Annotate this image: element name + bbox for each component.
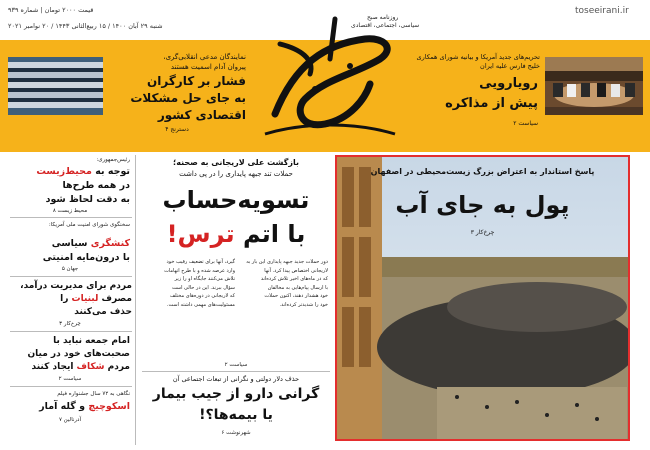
date-line: شنبه ۲۹ آبان ۱۴۰۰ / ۱۵ ربیع‌الثانی ۱۴۴۳ / ۲۰ نوامبر ۲۰۲۱ [8, 22, 163, 30]
price-issue: قیمت ۲۰۰۰ تومان | شماره ۹۳۹ [8, 6, 94, 14]
masthead-left-headline-3[interactable]: اقتصادی کشور [157, 108, 246, 122]
body-right-line: که در ماه‌های اخیر تلاش کرده‌اند [260, 276, 328, 282]
story-4-line-3-red: شکاف [76, 362, 105, 372]
masthead-left-headline-1[interactable]: فشار بر کارگران [147, 74, 246, 88]
story-3-line-2-red: لبنیات [71, 294, 99, 304]
masthead-right-headline-2[interactable]: پیش از مذاکره [445, 96, 538, 111]
story-3-line-2-post: را [60, 294, 72, 304]
story-2-section: جهان ۵ [61, 266, 79, 272]
main-story-section: چرخ‌کار ۳ [470, 229, 495, 236]
body-left-line: وارد عرصه شده و با طرح اتهامات [164, 267, 235, 274]
masthead-right-headline-1[interactable]: رویارویی [479, 76, 538, 91]
story-1-line-2: در همه طرح‌ها [62, 180, 130, 191]
story-5-section: آدرنالین ۷ [58, 417, 82, 423]
story-2-kicker: سخنگوی شورای امنیت ملی آمریکا: [48, 222, 130, 228]
center-bottom-kicker: حذف دلار دولتی و نگرانی از تبعات اجتماعی آن [172, 375, 300, 383]
logo-sub: سیاسی، اجتماعی، اقتصادی [351, 22, 420, 29]
main-story[interactable] [335, 155, 630, 441]
center-top-kicker-1: بازگشت علی لاریجانی به صحنه؛ [173, 158, 299, 167]
center-bottom-headline-2[interactable]: یا بیمه‌ها؟! [199, 407, 273, 423]
center-bottom-headline-1[interactable]: گرانی دارو از جیب بیمار [152, 386, 320, 402]
center-top-body-right [240, 258, 328, 309]
body-right-line: دور حملات جدید جبهه پایداری این بار به [246, 259, 328, 265]
story-4-section: سیاست ۲ [58, 376, 82, 382]
story-5-line-1 [10, 401, 130, 412]
center-top-headline-2[interactable] [142, 220, 330, 248]
center-top-headline-1[interactable]: تسویه‌حساب [162, 186, 310, 214]
story-2-line-1-post: سیاسی [51, 238, 91, 249]
story-1-line-3: به دقت لحاظ شود [45, 194, 130, 205]
body-left-line: که لاریجانی در دوره‌های مختلف [169, 293, 235, 299]
logo-name [275, 64, 385, 114]
story-3-line-3: حذف می‌کنند [74, 307, 132, 317]
left-divider-3 [10, 331, 132, 332]
masthead-left-section: دسترنج ۴ [165, 126, 189, 133]
masthead-left-kicker-2: پیروان آدام اسمیت هستند [170, 63, 246, 71]
main-story-headline[interactable]: پول به جای آب [395, 191, 570, 219]
body-left-line: گیرد، آنها برای تضعیف رقیب خود [166, 259, 235, 265]
story-2-line-1-red: کنشگری [90, 238, 130, 249]
main-story-kicker: پاسخ استاندار به اعتراض بزرگ زیست‌محیطی در اصفهان [370, 167, 595, 176]
center-top-headline-2-red: ترس! [166, 220, 235, 248]
parliament-photo [8, 57, 103, 115]
story-4-line-2: صحبت‌های خود در میان [27, 349, 130, 359]
center-top-section: سیاست ۲ [224, 362, 248, 368]
center-divider [142, 371, 330, 372]
masthead-left-headline-2[interactable]: به جای حل مشکلات [130, 91, 246, 105]
story-1-section: محیط زیست ۸ [52, 208, 88, 214]
body-left-line: مسئولیت‌های مهمی داشته است. [166, 301, 235, 308]
left-divider-2 [10, 276, 132, 277]
body-right-line: خود را شدیدتر کرده‌اند. [279, 301, 328, 308]
body-left-line: تلاش می‌کنند جایگاه او را زیر [174, 276, 235, 282]
center-top-body-left [145, 258, 235, 309]
story-5-line-1-red: اسکوچیچ [88, 401, 130, 412]
story-1-line-1-pre: توجه به [91, 166, 130, 177]
site-url[interactable]: toseeirani.ir [575, 6, 629, 16]
story-1-line-1 [10, 166, 130, 177]
story-2-line-2: با درون‌مایه امنیتی [42, 252, 130, 263]
story-4-line-3-pre: مردم [104, 362, 130, 372]
logo-tagline: روزنامه صبح [367, 14, 399, 21]
masthead-right-kicker: تحریم‌های جدید آمریکا و بیانیه شورای همکاری خلیج فارس علیه ایران [416, 53, 540, 70]
center-bottom-section: شهرنوشت ۶ [221, 430, 251, 436]
center-top-headline-2-pre: با اتم [234, 220, 306, 248]
story-1-kicker: رئیس‌جمهوری: [96, 157, 130, 163]
story-4-line-3 [10, 362, 130, 372]
story-3-line-2-pre: مصرف [98, 294, 132, 304]
story-3-section: چرخ‌کار ۳ [59, 321, 81, 327]
left-divider-4 [10, 386, 132, 387]
body-left-line: سؤال ببرند. این در حالی است [171, 284, 235, 291]
story-5-line-1-post: و گله آمار [39, 401, 89, 412]
masthead-right-section: سیاست ۲ [513, 120, 538, 127]
story-3-line-1: مردم برای مدیریت درآمد، [20, 281, 132, 291]
story-1-line-1-red: محیط‌زیست [36, 166, 92, 177]
story-2-line-1 [10, 238, 130, 249]
masthead-left-kicker-1: نمایندگان مدعی انقلابی‌گری، [163, 53, 246, 61]
meeting-photo [545, 57, 643, 115]
story-4-line-1: امام جمعه نباید با [53, 336, 130, 346]
column-divider [135, 155, 136, 445]
body-right-line: با ارسال پیام‌هایی به مخالفان [267, 284, 328, 291]
left-divider-1 [10, 217, 132, 218]
body-right-line: خود هشدار دهند، اکنون حملات [264, 293, 328, 299]
story-4-line-3-post: ایجاد کنند [31, 362, 77, 372]
story-5-kicker: نگاهی به ۷۲ سال جشنواره فیلم [57, 391, 130, 397]
body-right-line: لاریجانی اختصاص پیدا کرد. آنها [264, 267, 328, 274]
newspaper-logo [255, 4, 420, 144]
story-3-line-2 [10, 294, 132, 304]
center-top-kicker-2: حملات تند جبهه پایداری را در پی داشت [179, 170, 293, 178]
